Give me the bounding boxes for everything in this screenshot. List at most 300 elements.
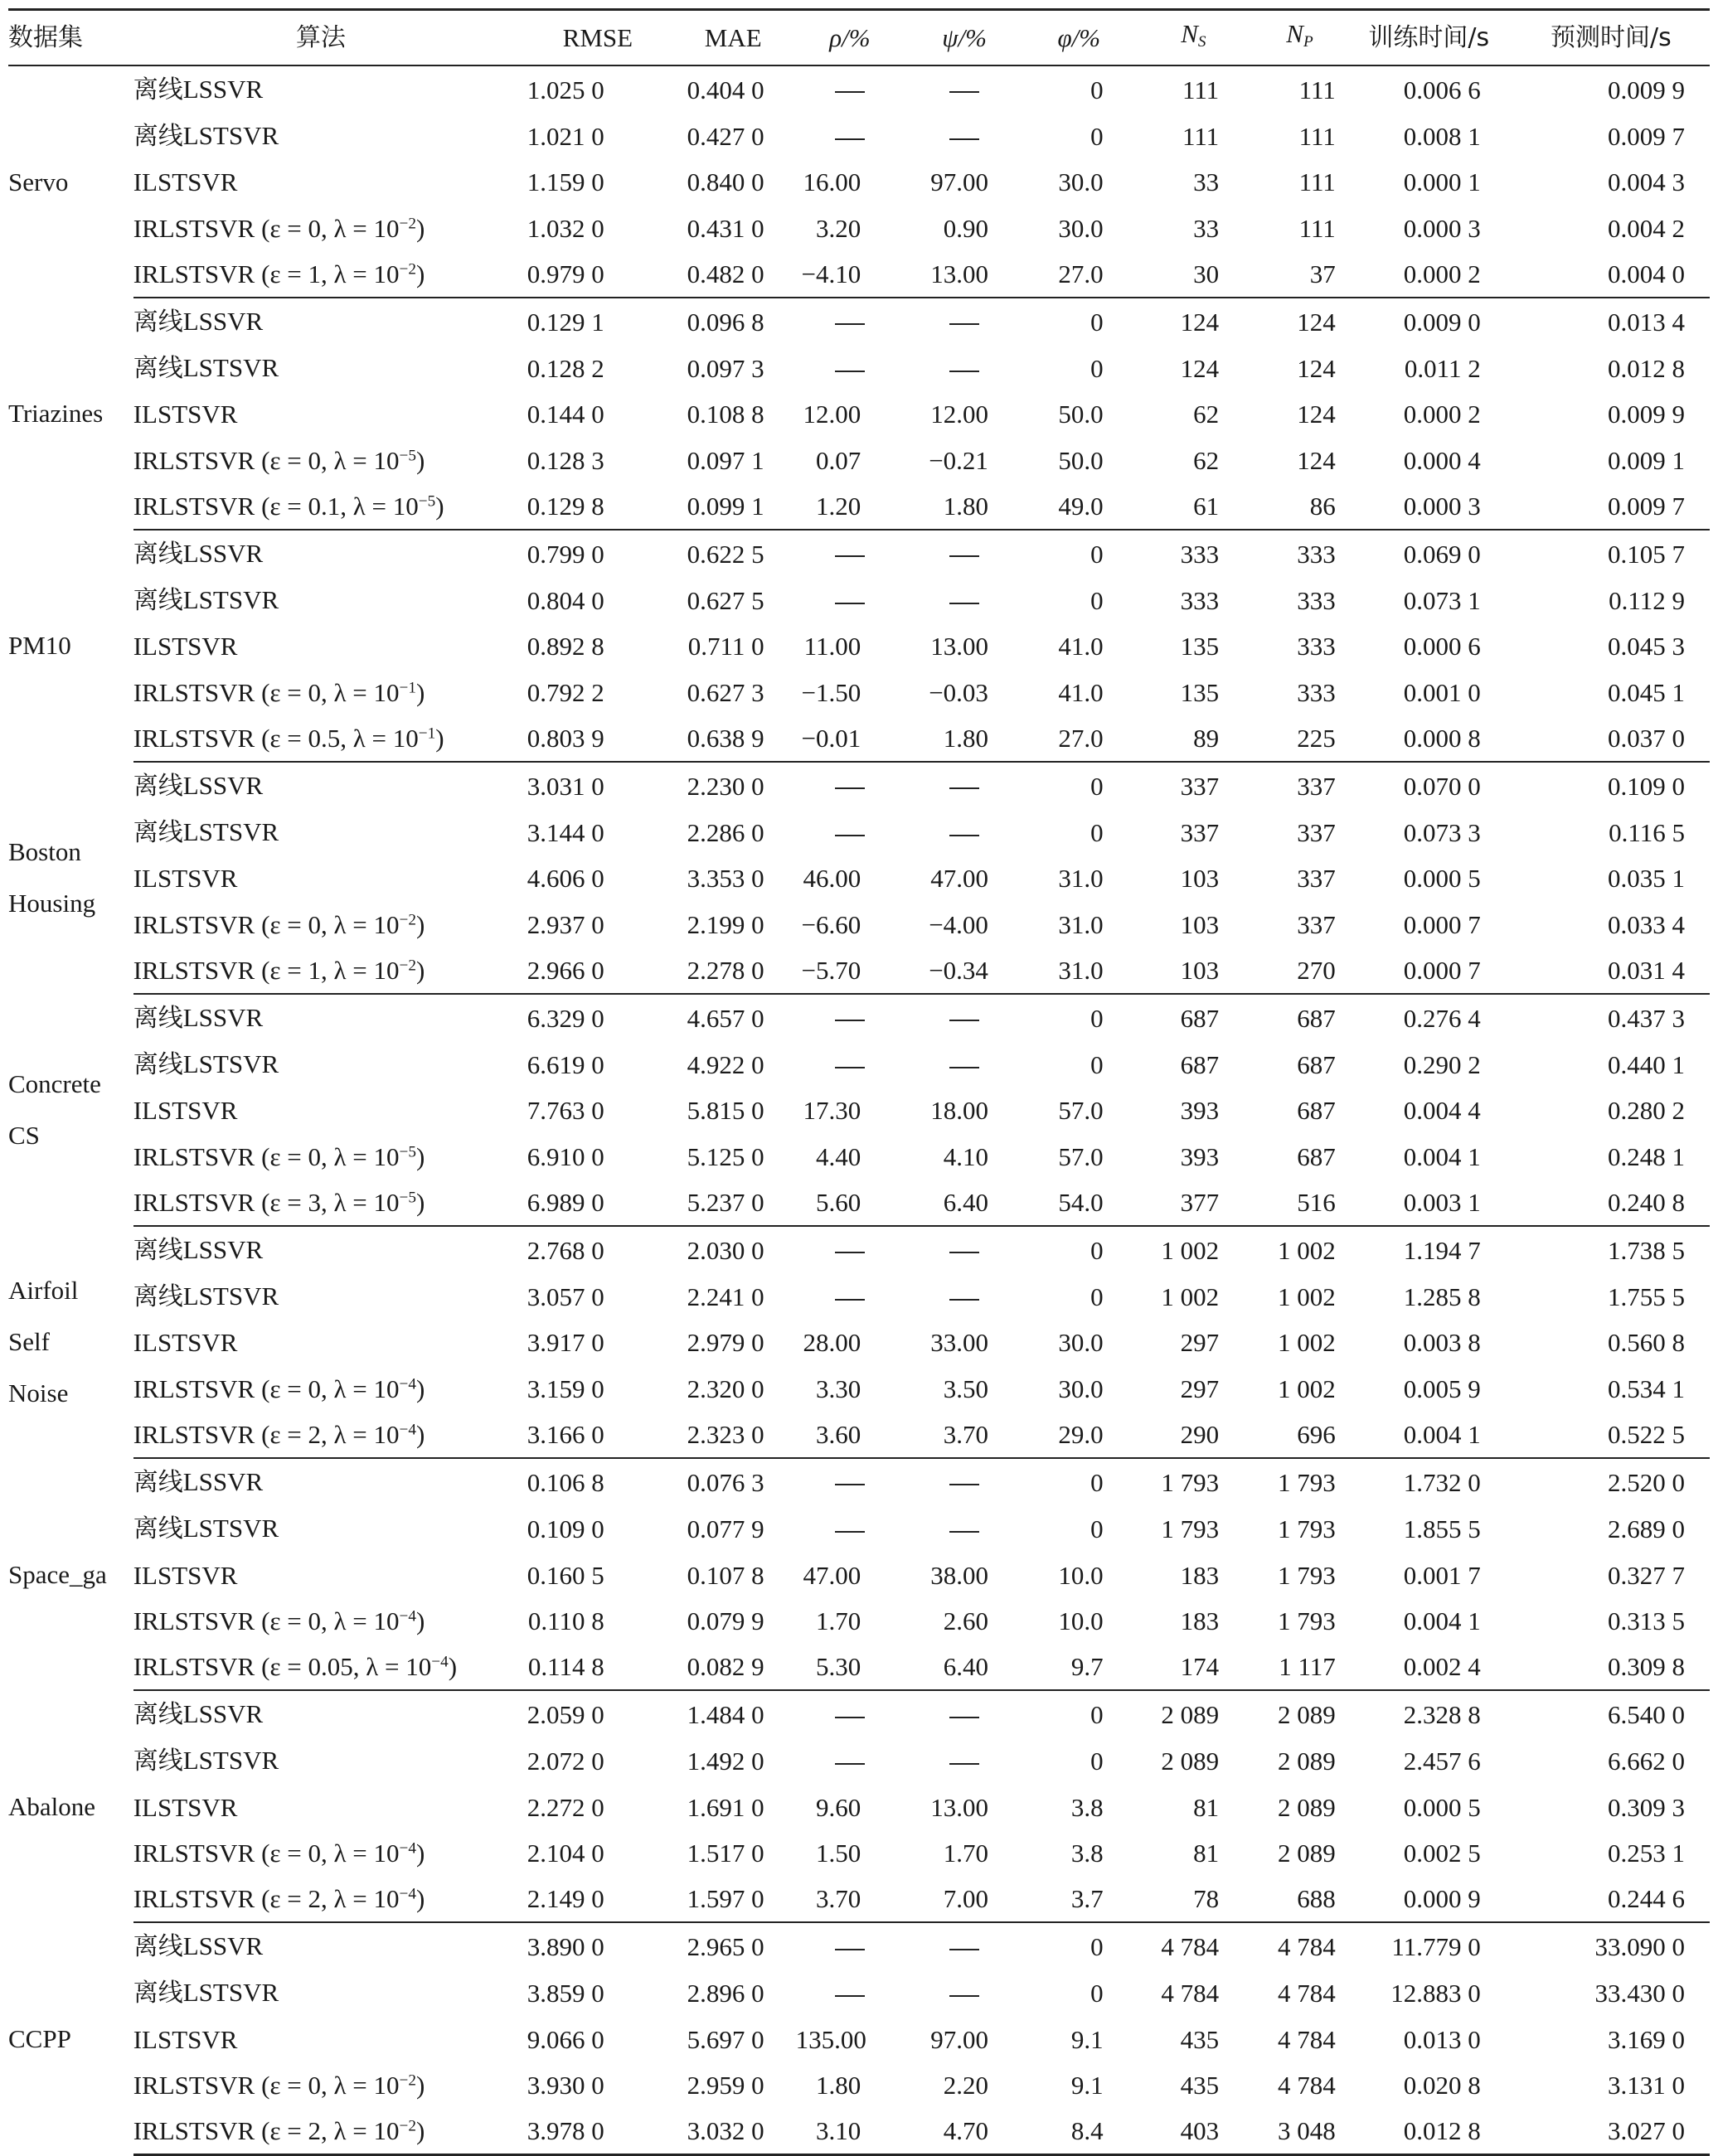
- cell-psi: −0.21: [929, 445, 988, 475]
- cell-psi: 38.00: [930, 1560, 988, 1590]
- table-row: [8, 391, 1710, 437]
- table-row: [8, 855, 1710, 901]
- algorithm-prefix: 离线: [133, 818, 183, 848]
- cell-pred: 0.033 4: [1608, 909, 1685, 939]
- cell-mae: 5.237 0: [654, 1180, 796, 1226]
- cell-rho: 3.30: [815, 1374, 861, 1403]
- em-dash: [949, 1995, 979, 1997]
- cell-train: 2.328 8: [1403, 1699, 1481, 1729]
- cell-rho: [796, 1737, 905, 1784]
- cell-rmse: 2.768 0: [527, 1235, 604, 1265]
- algorithm-name: ILSTSVR: [133, 1096, 238, 1126]
- cell-pred: 33.090 0: [1594, 1931, 1685, 1961]
- cell-psi: [904, 113, 1025, 159]
- cell-phi: 0: [1090, 1235, 1104, 1265]
- algorithm-prefix: 离线: [133, 122, 183, 152]
- table-body: [8, 65, 1710, 2155]
- cell-phi: 0: [1090, 1978, 1104, 2008]
- cell-rmse: 2.072 0: [527, 1746, 604, 1776]
- algorithm-name: LSSVR: [182, 1003, 264, 1033]
- cell-rmse: 0.106 8: [527, 1467, 604, 1497]
- algorithm-cell: [133, 206, 508, 251]
- cell-np: 1 002: [1278, 1374, 1336, 1403]
- algorithm-cell: [133, 1273, 508, 1320]
- cell-psi: 2.20: [943, 2070, 988, 2100]
- cell-train: 0.000 4: [1403, 445, 1481, 475]
- algorithm-cell: [133, 947, 508, 994]
- algorithm-cell: [133, 1505, 508, 1552]
- algorithm-name: LSSVR: [182, 1467, 264, 1497]
- header-row: [8, 10, 1710, 66]
- cell-ns: 687: [1180, 1049, 1220, 1079]
- algorithm-cell: [133, 670, 508, 715]
- algorithm-prefix: 离线: [133, 1514, 183, 1544]
- cell-psi: 18.00: [930, 1096, 988, 1126]
- cell-phi: 30.0: [1058, 1328, 1104, 1358]
- em-dash: [949, 91, 979, 93]
- cell-train: 1.855 5: [1403, 1514, 1481, 1543]
- algorithm-name: IRLSTSVR: [133, 2070, 255, 2100]
- algorithm-cell: [133, 1412, 508, 1458]
- em-dash: [835, 1067, 865, 1068]
- algorithm-name: IRLSTSVR: [133, 1419, 255, 1449]
- algorithm-name: LSTSVR: [182, 1514, 279, 1543]
- cell-psi: 47.00: [930, 864, 988, 894]
- cell-rmse: 2.937 0: [527, 909, 604, 939]
- cell-ns: 183: [1180, 1606, 1220, 1635]
- cell-mae: 1.597 0: [654, 1876, 796, 1922]
- algorithm-prefix: 离线: [133, 1700, 183, 1730]
- cell-np: 86: [1237, 483, 1346, 530]
- em-dash: [949, 787, 979, 789]
- cell-phi: 3.8: [1070, 1792, 1104, 1822]
- cell-np: 687: [1297, 1096, 1336, 1126]
- table-header: [8, 10, 1710, 66]
- algorithm-name: LSSVR: [182, 1699, 264, 1729]
- cell-phi: 41.0: [1058, 677, 1104, 707]
- cell-phi: 31.0: [1025, 947, 1133, 994]
- cell-rmse: 3.890 0: [527, 1931, 604, 1961]
- cell-phi: 29.0: [1025, 1412, 1133, 1458]
- cell-rmse: 0.128 3: [527, 445, 604, 475]
- cell-pred: 0.004 0: [1512, 251, 1710, 298]
- cell-ns: 33: [1193, 213, 1220, 243]
- cell-rmse: 1.159 0: [527, 167, 604, 197]
- algorithm-cell: [133, 159, 508, 205]
- algorithm-cell: [133, 1134, 508, 1180]
- cell-phi: 27.0: [1025, 715, 1133, 762]
- cell-train: 1.194 7: [1403, 1235, 1481, 1265]
- algorithm-prefix: 离线: [133, 1004, 183, 1034]
- cell-psi: −4.00: [929, 909, 988, 939]
- dataset-cell: [8, 762, 133, 994]
- cell-rmse: 9.066 0: [527, 2024, 604, 2054]
- cell-rho: −5.70: [796, 947, 905, 994]
- cell-phi: 0: [1090, 585, 1104, 615]
- cell-train: 1.732 0: [1403, 1467, 1481, 1497]
- cell-np: 111: [1298, 121, 1336, 151]
- algorithm-prefix: 离线: [133, 1050, 183, 1080]
- cell-rmse: 0.110 8: [527, 1606, 604, 1635]
- cell-ns: 297: [1180, 1328, 1220, 1358]
- cell-np: 124: [1297, 445, 1336, 475]
- cell-rho: 47.00: [803, 1560, 861, 1590]
- cell-ns: 103: [1180, 864, 1220, 894]
- cell-rho: 28.00: [803, 1328, 861, 1358]
- cell-train: 1.285 8: [1403, 1281, 1481, 1311]
- cell-pred: 6.540 0: [1608, 1699, 1685, 1729]
- cell-pred: 0.240 8: [1512, 1180, 1710, 1226]
- cell-phi: 0: [1090, 1746, 1104, 1776]
- algorithm-cell: [133, 994, 508, 1041]
- algorithm-cell: [133, 1785, 508, 1830]
- cell-phi: 27.0: [1025, 251, 1133, 298]
- em-dash: [835, 835, 865, 836]
- dataset-name: Airfoil: [8, 1276, 79, 1306]
- dataset-cell: [8, 994, 133, 1226]
- cell-np: 2 089: [1278, 1838, 1336, 1868]
- algorithm-name: LSTSVR: [182, 1978, 279, 2008]
- em-dash: [949, 371, 979, 372]
- cell-np: 333: [1297, 632, 1336, 661]
- cell-mae: 0.431 0: [687, 213, 764, 243]
- cell-psi: 13.00: [930, 632, 988, 661]
- table-row: [8, 947, 1710, 994]
- em-dash: [949, 555, 979, 557]
- cell-train: 0.004 1: [1403, 1606, 1481, 1635]
- table-row: [8, 206, 1710, 251]
- cell-np: 333: [1297, 677, 1336, 707]
- dataset-cell: [8, 1922, 133, 2155]
- header-mae: MAE: [654, 10, 796, 66]
- cell-train: 0.000 1: [1403, 167, 1481, 197]
- algorithm-name: IRLSTSVR: [133, 1141, 255, 1171]
- cell-rho: [796, 345, 905, 391]
- dataset-name: Servo: [8, 167, 69, 196]
- cell-phi: 31.0: [1058, 864, 1104, 894]
- cell-np: 124: [1297, 307, 1336, 337]
- cell-psi: 4.70: [904, 2108, 1025, 2155]
- algorithm-cell: [133, 65, 508, 113]
- algorithm-cell: [133, 1690, 508, 1737]
- algorithm-name: IRLSTSVR: [133, 1187, 255, 1217]
- cell-psi: 2.60: [943, 1606, 988, 1635]
- cell-pred: 0.004 3: [1608, 167, 1685, 197]
- algorithm-cell: [133, 1737, 508, 1784]
- em-dash: [835, 1995, 865, 1997]
- algorithm-name: ILSTSVR: [133, 400, 238, 429]
- cell-ns: 393: [1180, 1096, 1220, 1126]
- cell-train: 0.073 3: [1403, 817, 1481, 847]
- cell-mae: 4.922 0: [687, 1049, 764, 1079]
- algorithm-params: (ε = 0, $\lambda = 10^{-4}$): [261, 1606, 425, 1635]
- cell-ns: 61: [1133, 483, 1238, 530]
- cell-train: 0.008 1: [1403, 121, 1481, 151]
- cell-rmse: 0.128 2: [527, 353, 604, 383]
- algorithm-params: (ε = 0, $\lambda = 10^{-1}$): [261, 677, 425, 707]
- table-row: [8, 251, 1710, 298]
- algorithm-name: IRLSTSVR: [133, 723, 255, 753]
- cell-psi: [904, 577, 1025, 623]
- algorithm-params: (ε = 2, $\lambda = 10^{-4}$): [261, 1883, 425, 1913]
- header-phi: φ/%: [1025, 10, 1133, 66]
- algorithm-name: ILSTSVR: [133, 864, 238, 894]
- algorithm-prefix: 离线: [133, 586, 183, 616]
- dataset-cell: [8, 1458, 133, 1690]
- algorithm-params: (ε = 0.05, $\lambda = 10^{-4}$): [261, 1651, 458, 1681]
- cell-phi: 41.0: [1058, 632, 1104, 661]
- cell-psi: 13.00: [904, 251, 1025, 298]
- em-dash: [949, 1717, 979, 1718]
- cell-mae: 0.108 8: [687, 400, 764, 429]
- em-dash: [835, 1252, 865, 1253]
- cell-ns: 81: [1193, 1792, 1220, 1822]
- table-row: [8, 159, 1710, 205]
- table-row: [8, 345, 1710, 391]
- cell-psi: −0.03: [929, 677, 988, 707]
- cell-psi: 1.80: [904, 483, 1025, 530]
- cell-mae: 1.484 0: [687, 1699, 764, 1729]
- cell-np: 337: [1297, 817, 1336, 847]
- cell-phi: 54.0: [1025, 1180, 1133, 1226]
- cell-ns: 2 089: [1161, 1699, 1220, 1729]
- cell-rmse: 6.329 0: [527, 1003, 604, 1033]
- cell-mae: 0.096 8: [687, 307, 764, 337]
- algorithm-params: (ε = 0, $\lambda = 10^{-5}$): [261, 445, 425, 475]
- algorithm-name: ILSTSVR: [133, 1560, 238, 1590]
- cell-np: 687: [1297, 1141, 1336, 1171]
- cell-mae: 0.082 9: [654, 1644, 796, 1690]
- cell-psi: [904, 530, 1025, 577]
- cell-pred: 2.520 0: [1608, 1467, 1685, 1497]
- cell-pred: 0.035 1: [1608, 864, 1685, 894]
- cell-rmse: 2.966 0: [508, 947, 654, 994]
- cell-rho: 16.00: [803, 167, 861, 197]
- cell-train: 0.006 6: [1403, 75, 1481, 104]
- cell-rho: 135.00: [795, 2024, 866, 2054]
- cell-mae: 0.840 0: [687, 167, 764, 197]
- cell-ns: 89: [1133, 715, 1238, 762]
- algorithm-prefix: 离线: [133, 772, 183, 802]
- em-dash: [949, 1299, 979, 1301]
- cell-psi: [904, 1922, 1025, 1969]
- cell-mae: 0.097 3: [687, 353, 764, 383]
- cell-mae: 2.199 0: [687, 909, 764, 939]
- table-row: [8, 1505, 1710, 1552]
- algorithm-cell: [133, 2062, 508, 2108]
- cell-phi: 0: [1090, 121, 1104, 151]
- table-row: [8, 762, 1710, 809]
- cell-mae: 3.032 0: [654, 2108, 796, 2155]
- cell-np: 111: [1298, 213, 1336, 243]
- cell-psi: −0.34: [904, 947, 1025, 994]
- algorithm-cell: [133, 1226, 508, 1273]
- cell-phi: 10.0: [1058, 1606, 1104, 1635]
- cell-train: 0.000 3: [1403, 213, 1481, 243]
- cell-rho: [796, 530, 905, 577]
- cell-rho: −4.10: [796, 251, 905, 298]
- cell-rho: [796, 1458, 905, 1505]
- cell-mae: 0.622 5: [687, 539, 764, 569]
- cell-ns: 33: [1193, 167, 1220, 197]
- cell-phi: 57.0: [1058, 1141, 1104, 1171]
- cell-ns: 124: [1180, 307, 1220, 337]
- algorithm-params: (ε = 2, $\lambda = 10^{-2}$): [261, 2115, 425, 2145]
- cell-psi: [904, 1969, 1025, 2016]
- cell-ns: 435: [1180, 2070, 1220, 2100]
- cell-phi: 0: [1090, 1467, 1104, 1497]
- cell-rmse: 0.109 0: [527, 1514, 604, 1543]
- cell-phi: 10.0: [1058, 1560, 1104, 1590]
- cell-psi: 3.50: [943, 1374, 988, 1403]
- cell-train: 0.000 5: [1403, 864, 1481, 894]
- algorithm-prefix: 离线: [133, 1747, 183, 1776]
- cell-psi: [904, 1737, 1025, 1784]
- cell-np: 124: [1297, 353, 1336, 383]
- cell-mae: 0.079 9: [687, 1606, 764, 1635]
- algorithm-cell: [133, 577, 508, 623]
- algorithm-params: (ε = 0, $\lambda = 10^{-5}$): [261, 1141, 425, 1171]
- cell-phi: 0: [1090, 1003, 1104, 1033]
- cell-train: 0.000 6: [1403, 632, 1481, 661]
- cell-rmse: 0.799 0: [527, 539, 604, 569]
- cell-np: 4 784: [1278, 1931, 1336, 1961]
- cell-phi: 0: [1090, 353, 1104, 383]
- cell-mae: 2.320 0: [687, 1374, 764, 1403]
- em-dash: [949, 835, 979, 836]
- cell-train: 0.001 0: [1403, 677, 1481, 707]
- em-dash: [835, 371, 865, 372]
- cell-train: 0.070 0: [1403, 771, 1481, 801]
- algorithm-name: LSTSVR: [182, 1049, 279, 1079]
- em-dash: [835, 787, 865, 789]
- cell-rho: 12.00: [803, 400, 861, 429]
- algorithm-cell: [133, 1644, 508, 1690]
- cell-ns: 377: [1133, 1180, 1238, 1226]
- em-dash: [949, 1531, 979, 1533]
- algorithm-name: LSTSVR: [182, 121, 279, 151]
- cell-pred: 0.112 9: [1609, 585, 1685, 615]
- cell-ns: 1 002: [1161, 1235, 1220, 1265]
- algorithm-name: ILSTSVR: [133, 167, 238, 197]
- cell-pred: 0.280 2: [1608, 1096, 1685, 1126]
- cell-phi: 0: [1090, 539, 1104, 569]
- cell-ns: 62: [1193, 400, 1220, 429]
- cell-train: 0.290 2: [1403, 1049, 1481, 1079]
- cell-np: 1 793: [1278, 1560, 1336, 1590]
- cell-train: 0.000 5: [1403, 1792, 1481, 1822]
- algorithm-prefix: 离线: [133, 354, 183, 384]
- cell-ns: 1 793: [1161, 1467, 1220, 1497]
- algorithm-cell: [133, 715, 508, 762]
- table-row: [8, 1320, 1710, 1365]
- cell-pred: 0.309 3: [1608, 1792, 1685, 1822]
- cell-phi: 57.0: [1058, 1096, 1104, 1126]
- dataset-name: Abalone: [8, 1791, 96, 1821]
- em-dash: [835, 138, 865, 140]
- em-dash: [949, 1020, 979, 1021]
- em-dash: [835, 1717, 865, 1718]
- cell-rmse: 2.272 0: [527, 1792, 604, 1822]
- cell-mae: 2.979 0: [687, 1328, 764, 1358]
- em-dash: [949, 323, 979, 325]
- algorithm-prefix: 离线: [133, 1468, 183, 1498]
- algorithm-name: LSSVR: [182, 75, 264, 104]
- cell-train: 0.004 1: [1403, 1141, 1481, 1171]
- em-dash: [835, 1763, 865, 1765]
- cell-rho: 11.00: [803, 632, 861, 661]
- cell-mae: 0.107 8: [687, 1560, 764, 1590]
- cell-mae: 2.278 0: [654, 947, 796, 994]
- cell-np: 337: [1297, 771, 1336, 801]
- cell-phi: 0: [1090, 75, 1104, 104]
- cell-psi: [904, 345, 1025, 391]
- cell-rmse: 0.160 5: [527, 1560, 604, 1590]
- algorithm-name: ILSTSVR: [133, 2024, 238, 2054]
- cell-rho: [796, 762, 905, 809]
- cell-ns: 111: [1182, 75, 1220, 104]
- header-psi: ψ/%: [904, 10, 1025, 66]
- algorithm-name: LSSVR: [182, 1235, 264, 1265]
- algorithm-cell: [133, 113, 508, 159]
- table-row: [8, 1598, 1710, 1644]
- cell-phi: 9.7: [1025, 1644, 1133, 1690]
- cell-rmse: 3.144 0: [527, 817, 604, 847]
- algorithm-name: ILSTSVR: [133, 1328, 238, 1358]
- cell-np: 225: [1237, 715, 1346, 762]
- table-row: [8, 670, 1710, 715]
- cell-rmse: 1.032 0: [527, 213, 604, 243]
- algorithm-prefix: 离线: [133, 540, 183, 569]
- cell-mae: 0.097 1: [687, 445, 764, 475]
- table-row: [8, 1737, 1710, 1784]
- header-algorithm: 算法: [133, 10, 508, 66]
- cell-psi: 97.00: [930, 2024, 988, 2054]
- cell-ns: 4 784: [1161, 1978, 1220, 2008]
- cell-ns: 183: [1180, 1560, 1220, 1590]
- cell-train: 0.069 0: [1403, 539, 1481, 569]
- cell-rmse: 1.025 0: [527, 75, 604, 104]
- cell-pred: 0.309 8: [1512, 1644, 1710, 1690]
- cell-ns: 337: [1180, 817, 1220, 847]
- table-row: [8, 1690, 1710, 1737]
- cell-np: 2 089: [1278, 1699, 1336, 1729]
- cell-mae: 2.230 0: [687, 771, 764, 801]
- em-dash: [835, 91, 865, 93]
- cell-rmse: 0.804 0: [527, 585, 604, 615]
- header-np: $N_P$: [1237, 10, 1346, 66]
- em-dash: [949, 1252, 979, 1253]
- table-row: [8, 1458, 1710, 1505]
- algorithm-cell: [133, 1876, 508, 1922]
- cell-train: 2.457 6: [1403, 1746, 1481, 1776]
- algorithm-name: IRLSTSVR: [133, 445, 255, 475]
- em-dash: [949, 1949, 979, 1950]
- header-pred-time: 预测时间/s: [1512, 10, 1710, 66]
- em-dash: [835, 323, 865, 325]
- cell-rmse: 6.619 0: [527, 1049, 604, 1079]
- algorithm-name: IRLSTSVR: [133, 909, 255, 939]
- cell-train: 0.020 8: [1403, 2070, 1481, 2100]
- cell-pred: 0.012 8: [1608, 353, 1685, 383]
- cell-np: 111: [1298, 75, 1336, 104]
- em-dash: [835, 1531, 865, 1533]
- algorithm-prefix: 离线: [133, 1979, 183, 2008]
- cell-train: 0.000 9: [1346, 1876, 1512, 1922]
- algorithm-cell: [133, 483, 508, 530]
- table-row: [8, 1273, 1710, 1320]
- algorithm-prefix: 离线: [133, 1932, 183, 1962]
